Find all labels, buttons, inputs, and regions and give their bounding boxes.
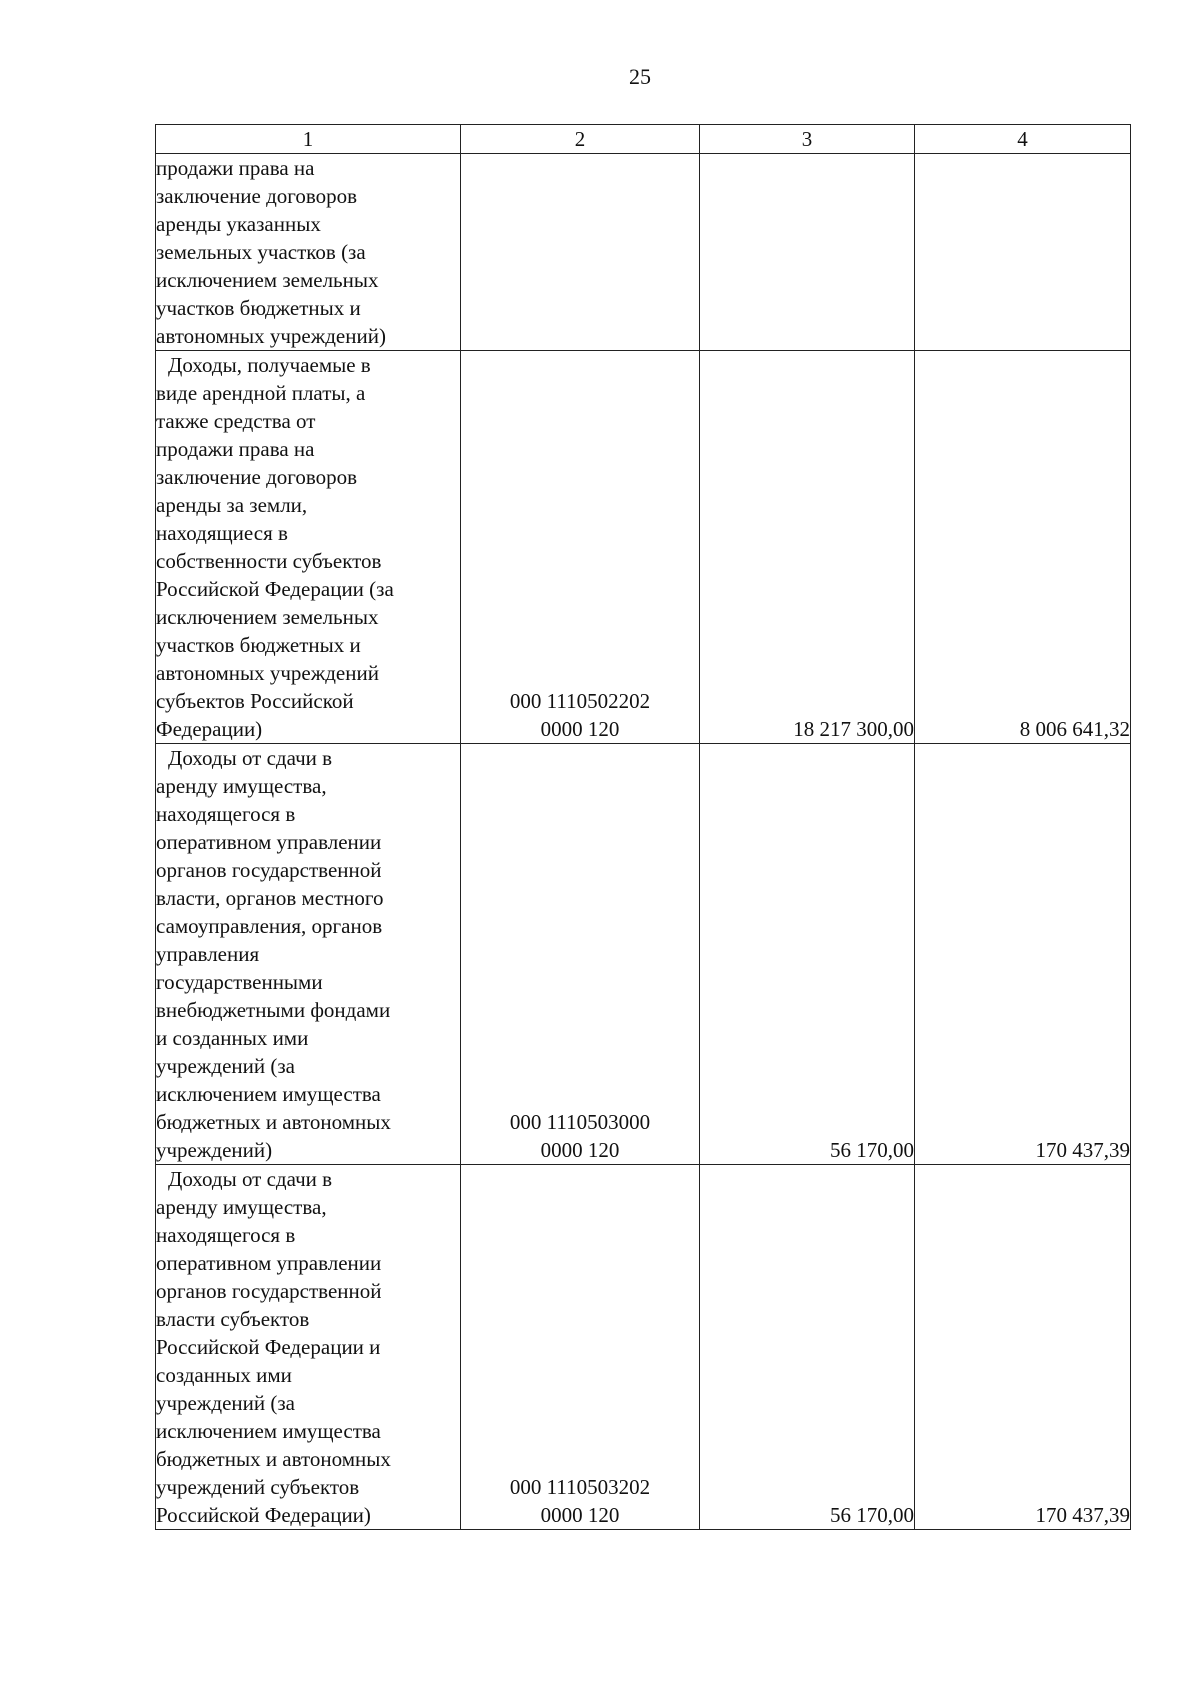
income-name-line: Доходы от сдачи в [168,1167,333,1191]
income-name-line: виде арендной платы, а [156,381,366,405]
income-name-line: учреждений (за [156,1054,295,1078]
income-name-line: находящиеся в [156,521,288,545]
budget-code-line: 000 1110502202 [509,689,651,713]
budget-code-cell [461,154,700,351]
income-name-line: субъектов Российской [156,689,354,713]
budget-code-cell [461,351,700,744]
table-row [156,1165,1131,1530]
income-name-line: управления [156,942,260,966]
income-name-cell [156,1165,461,1530]
income-name-cell [156,744,461,1165]
income-name-line: бюджетных и автономных [156,1110,391,1134]
fact-amount-cell: 170 437,39 [915,744,1131,1165]
income-name-line: и созданных ими [156,1026,309,1050]
income-name-line: созданных ими [156,1363,292,1387]
income-name-line: Доходы, получаемые в [168,353,371,377]
income-name-line: продажи права на [156,156,315,180]
fact-amount-cell: 8 006 641,32 [915,351,1131,744]
fact-amount-cell [915,154,1131,351]
income-name-line: Федерации) [156,717,263,741]
income-name-line: учреждений субъектов [156,1475,360,1499]
income-name-line: участков бюджетных и [156,633,361,657]
plan-amount-cell: 56 170,00 [700,1165,915,1530]
header-col-4: 4 [915,125,1131,154]
income-name-line: также средства от [156,409,316,433]
income-name-line: аренды за земли, [156,493,308,517]
plan-amount-cell: 18 217 300,00 [700,351,915,744]
plan-amount-cell [700,154,915,351]
income-name-line: автономных учреждений [156,661,379,685]
table-body [156,154,1131,1530]
income-name-line: заключение договоров [156,184,358,208]
income-name-line: исключением земельных [156,268,379,292]
fact-amount-cell: 170 437,39 [915,1165,1131,1530]
income-name-line: государственными [156,970,323,994]
table-row [156,351,1131,744]
income-name-line: оперативном управлении [156,1251,382,1275]
income-name-line: земельных участков (за [156,240,366,264]
income-name-line: органов государственной [156,1279,382,1303]
income-name-cell [156,154,461,351]
budget-code-line: 000 1110503000 [509,1110,651,1134]
income-name-line: автономных учреждений) [156,324,386,348]
income-name-line: аренду имущества, [156,1195,327,1219]
income-name-line: учреждений) [156,1138,273,1162]
income-name-line: Доходы от сдачи в [168,746,333,770]
budget-code-line: 000 1110503202 [509,1475,651,1499]
income-name-line: заключение договоров [156,465,358,489]
header-col-3: 3 [700,125,915,154]
income-name-line: находящегося в [156,1223,296,1247]
income-name-line: бюджетных и автономных [156,1447,391,1471]
header-col-1: 1 [156,125,461,154]
table-row [156,744,1131,1165]
income-name-cell [156,351,461,744]
income-name-line: исключением земельных [156,605,379,629]
header-col-2: 2 [461,125,700,154]
income-name-line: власти субъектов [156,1307,310,1331]
income-name-line: оперативном управлении [156,830,382,854]
page-number: 25 [629,64,651,89]
income-table [155,124,1131,1530]
header-row [156,125,1131,154]
income-name-line: Российской Федерации и [156,1335,381,1359]
income-name-line: Российской Федерации) [156,1503,371,1527]
budget-code-line: 0000 120 [540,1503,620,1527]
income-name-line: участков бюджетных и [156,296,361,320]
income-name-line: продажи права на [156,437,315,461]
income-name-line: находящегося в [156,802,296,826]
income-name-line: аренды указанных [156,212,321,236]
income-name-line: Российской Федерации (за [156,577,394,601]
income-name-line: органов государственной [156,858,382,882]
plan-amount-cell: 56 170,00 [700,744,915,1165]
budget-code-line: 0000 120 [540,1138,620,1162]
table-header [156,125,1131,154]
income-name-line: собственности субъектов [156,549,382,573]
income-name-line: власти, органов местного [156,886,384,910]
income-name-line: самоуправления, органов [156,914,383,938]
budget-code-cell [461,744,700,1165]
budget-code-cell [461,1165,700,1530]
income-name-line: внебюджетными фондами [156,998,391,1022]
table-row [156,154,1131,351]
income-name-line: исключением имущества [156,1419,381,1443]
budget-code-line: 0000 120 [540,717,620,741]
income-name-line: учреждений (за [156,1391,295,1415]
income-name-line: аренду имущества, [156,774,327,798]
income-name-line: исключением имущества [156,1082,381,1106]
